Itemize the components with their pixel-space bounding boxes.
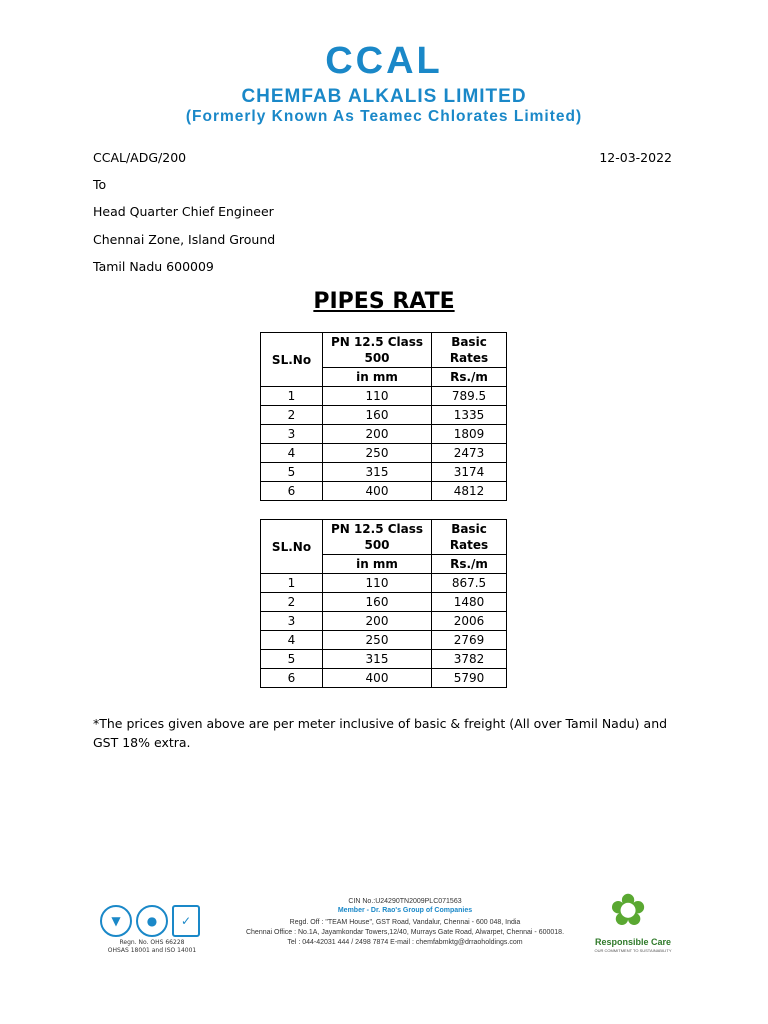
cell-slno: 1 — [261, 387, 323, 406]
contact-info: Tel : 044-42031 444 / 2498 7874 E-mail : chemfabmktg@drraoholdings.com — [287, 939, 523, 946]
col-header-class: PN 12.5 Class 500 — [323, 333, 432, 368]
chennai-office: Chennai Office : No.1A, Jayamkondar Towers,12/40, Murrays Gate Road, Alwarpet, Chennai - 600018. — [245, 929, 565, 936]
cell-size: 250 — [323, 631, 432, 650]
cell-rate: 3174 — [432, 463, 507, 482]
rates-table-2 — [260, 519, 507, 688]
cell-rate: 4812 — [432, 482, 507, 501]
table-row — [261, 650, 507, 669]
table-row — [261, 425, 507, 444]
col-header-slno: SL.No — [261, 520, 323, 574]
cell-rate: 2006 — [432, 612, 507, 631]
address-line-3: Tamil Nadu 600009 — [93, 259, 214, 274]
to-label: To — [93, 177, 107, 192]
cell-slno: 5 — [261, 650, 323, 669]
table-row — [261, 387, 507, 406]
cell-rate: 1335 — [432, 406, 507, 425]
cell-size: 200 — [323, 425, 432, 444]
cell-size: 200 — [323, 612, 432, 631]
cell-size: 315 — [323, 650, 432, 669]
col-header-unit: in mm — [323, 368, 432, 387]
pricing-note: *The prices given above are per meter inclusive of basic & freight (All over Tamil Nadu) and GST 18% extra. — [93, 716, 668, 750]
cell-slno: 6 — [261, 669, 323, 688]
ukas-cert-icon: ✓ — [172, 905, 200, 937]
cell-slno: 3 — [261, 612, 323, 631]
table-row — [261, 406, 507, 425]
cell-slno: 1 — [261, 574, 323, 593]
table-row — [261, 463, 507, 482]
table-row — [261, 612, 507, 631]
table-row — [261, 444, 507, 463]
cell-size: 400 — [323, 669, 432, 688]
address-line-2: Chennai Zone, Island Ground — [93, 232, 276, 247]
col-header-rates-unit: Rs./m — [432, 555, 507, 574]
reference-number: CCAL/ADG/200 — [93, 150, 187, 165]
cert-registration: Regn. No. OHS 66228 — [119, 939, 185, 946]
col-header-rates: Basic Rates — [432, 520, 507, 555]
col-header-rates-unit: Rs./m — [432, 368, 507, 387]
cell-rate: 2473 — [432, 444, 507, 463]
cell-rate: 3782 — [432, 650, 507, 669]
cell-slno: 2 — [261, 406, 323, 425]
cell-slno: 5 — [261, 463, 323, 482]
cin-number: CIN No.:U24290TN2009PLC071563 — [348, 898, 462, 905]
cell-size: 400 — [323, 482, 432, 501]
cell-rate: 867.5 — [432, 574, 507, 593]
cell-rate: 789.5 — [432, 387, 507, 406]
table-row — [261, 593, 507, 612]
cell-size: 110 — [323, 574, 432, 593]
company-logo: CCAL — [325, 40, 443, 82]
responsible-care-tagline: OUR COMMITMENT TO SUSTAINABILITY — [594, 948, 672, 953]
cell-slno: 4 — [261, 631, 323, 650]
table-row — [261, 669, 507, 688]
table-row — [261, 574, 507, 593]
address-line-1: Head Quarter Chief Engineer — [93, 204, 274, 219]
company-former-name: (Formerly Known As Teamec Chlorates Limited) — [185, 108, 583, 125]
cell-rate: 2769 — [432, 631, 507, 650]
cell-rate: 1809 — [432, 425, 507, 444]
responsible-care-label: Responsible Care — [594, 937, 672, 947]
col-header-rates: Basic Rates — [432, 333, 507, 368]
col-header-class: PN 12.5 Class 500 — [323, 520, 432, 555]
cert-standards: OHSAS 18001 and ISO 14001 — [107, 947, 197, 954]
cell-slno: 6 — [261, 482, 323, 501]
cell-size: 110 — [323, 387, 432, 406]
company-name: CHEMFAB ALKALIS LIMITED — [241, 86, 527, 107]
globe-cert-icon: ● — [136, 905, 168, 937]
cell-rate: 5790 — [432, 669, 507, 688]
table-row — [261, 631, 507, 650]
col-header-unit: in mm — [323, 555, 432, 574]
cell-slno: 2 — [261, 593, 323, 612]
cell-rate: 1480 — [432, 593, 507, 612]
cell-size: 160 — [323, 593, 432, 612]
cell-size: 315 — [323, 463, 432, 482]
cell-size: 250 — [323, 444, 432, 463]
letter-date: 12-03-2022 — [599, 150, 672, 165]
table-header-row — [261, 333, 507, 368]
letter-footer — [92, 885, 682, 965]
col-header-slno: SL.No — [261, 333, 323, 387]
page-title: PIPES RATE — [313, 289, 455, 314]
member-group: Member - Dr. Rao's Group of Companies — [337, 907, 473, 914]
table-row — [261, 482, 507, 501]
cell-slno: 4 — [261, 444, 323, 463]
rates-table-1 — [260, 332, 507, 501]
bsi-cert-icon: ▼ — [100, 905, 132, 937]
registered-office: Regd. Off : "TEAM House", GST Road, Vandalur, Chennai - 600 048, India — [289, 919, 521, 926]
cell-slno: 3 — [261, 425, 323, 444]
cell-size: 160 — [323, 406, 432, 425]
responsible-care-icon: ✿ — [609, 885, 647, 936]
table-header-row — [261, 520, 507, 555]
